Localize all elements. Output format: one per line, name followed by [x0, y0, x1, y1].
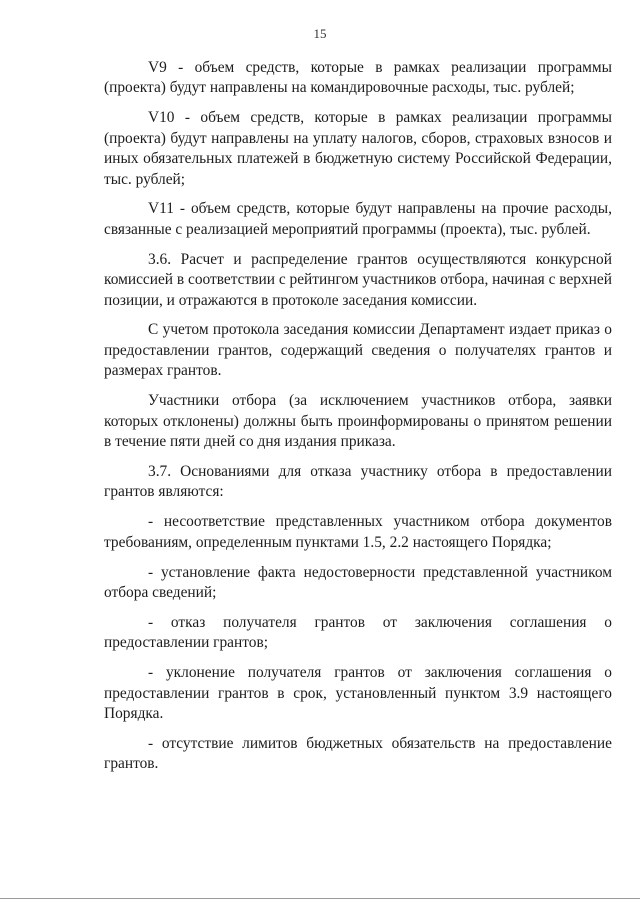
paragraph-v9: V9 - объем средств, которые в рамках реализации программы (проекта) будут направлены на командировочные расходы, тыс. рублей; — [104, 59, 612, 97]
list-item-refusal: - отказ получателя грантов от заключения соглашения о предоставлении грантов; — [104, 613, 612, 652]
bottom-divider — [0, 898, 640, 899]
paragraph-3-7: 3.7. Основаниями для отказа участнику отбора в предоставлении грантов являются: — [104, 462, 612, 501]
paragraph-v11: V11 - объем средств, которые будут направлены на прочие расходы, связанные с реализацией мероприятий программы (проекта), тыс. рублей. — [104, 200, 612, 238]
paragraph-participants-notice: Участники отбора (за исключением участников отбора, заявки которых отклонены) должны быть проинформированы о принятом решении в течение пяти дней со дня издания приказа. — [104, 392, 612, 450]
paragraph-department-order: С учетом протокола заседания комиссии Департамент издает приказ о предоставлении грантов, содержащий сведения о получателях грантов и размерах грантов. — [104, 321, 612, 380]
paragraph-3-6: 3.6. Расчет и распределение грантов осуществляются конкурсной комиссией в соответствии с рейтингом участников отбора, начиная с верхней позиции, и отражаются в протоколе заседания комиссии. — [104, 250, 612, 309]
list-item-unreliable-info: - установление факта недостоверности представленной участником отбора сведений; — [104, 563, 612, 601]
list-item-no-limits: - отсутствие лимитов бюджетных обязательств на предоставление грантов. — [104, 734, 612, 773]
page-number: 15 — [313, 26, 327, 41]
list-item-evasion: - уклонение получателя грантов от заключения соглашения о предоставлении грантов в срок, установленный пунктом 3.9 настоящего Порядка. — [104, 664, 612, 722]
document-body — [104, 58, 612, 775]
paragraph-v10: V10 - объем средств, которые в рамках реализации программы (проекта) будут направлены на уплату налогов, сборов, страховых взносов и иных обязательных платежей в бюджетную систему Российской Федерации, тыс. рублей; — [104, 109, 612, 188]
list-item-nonconformity: - несоответствие представленных участником отбора документов требованиям, определенным пунктами 1.5, 2.2 настоящего Порядка; — [104, 513, 612, 551]
